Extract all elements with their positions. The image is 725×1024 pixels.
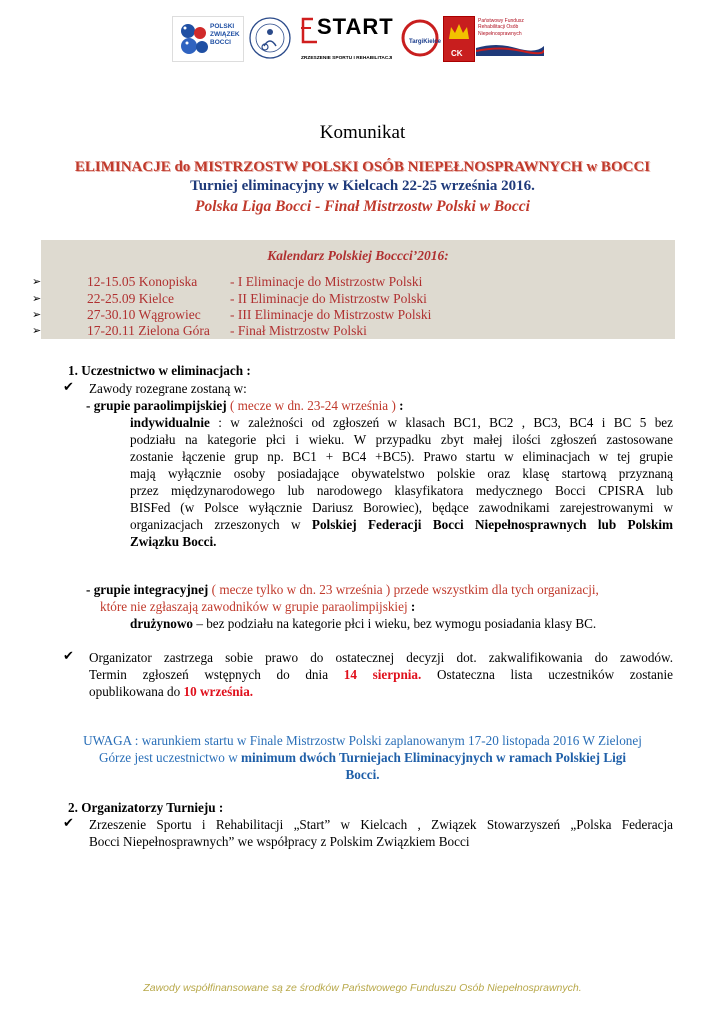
grupa-int-note-2: które nie zgłaszają zawodników w grupie paraolimpijskiej bbox=[100, 599, 408, 614]
liga-heading: Polska Liga Bocci - Finał Mistrzostw Polski w Bocci bbox=[195, 198, 530, 215]
druzynowo-label: drużynowo bbox=[130, 616, 194, 631]
organizator-line-3 bbox=[89, 683, 253, 700]
pzb-line2: ZWIĄZEK bbox=[210, 31, 240, 38]
grupa-int-line-2 bbox=[100, 598, 415, 615]
zawody-text: Zawody rozegrane zostaną w: bbox=[89, 381, 247, 396]
calendar-title: Kalendarz Polskiej Boccci’2016: bbox=[267, 248, 449, 263]
druzynowo-text: – bez podziału na kategorie płci i wieku, bez wymogu posiadania klasy BC. bbox=[196, 616, 597, 631]
publish-date: 10 września. bbox=[183, 684, 254, 699]
indyw-line-7 bbox=[130, 516, 673, 533]
calendar-dates: 17-20.11 Zielona Góra bbox=[87, 323, 210, 338]
calendar-row bbox=[32, 306, 675, 322]
deadline-date: 14 sierpnia. bbox=[343, 667, 422, 682]
uwaga-text-2b: minimum dwóch Turniejach Eliminacyjnych w ramach Polskiej Ligi bbox=[241, 750, 627, 765]
pfron-wave-icon bbox=[476, 42, 544, 56]
organizatorzy-line-1: Zrzeszenie Sportu i Rehabilitacji „Start” w Kielcach , Związek Stowarzyszeń „Polska Federacja bbox=[89, 817, 673, 832]
grupa-para-line bbox=[86, 397, 404, 414]
section2-heading: 2. Organizatorzy Turnieju : bbox=[68, 800, 224, 815]
indyw-line-8: Związku Bocci. bbox=[130, 534, 217, 549]
crown-icon bbox=[447, 21, 471, 43]
targi-logo-text: TargiKielce bbox=[409, 39, 441, 45]
grupa-para-label: - grupie paraolimpijskiej bbox=[86, 398, 227, 413]
checkmark-icon: ✔ bbox=[63, 816, 74, 831]
calendar-dates: 22-25.09 Kielce bbox=[87, 291, 174, 306]
pfron-line3: Niepełnosprawnych bbox=[478, 30, 522, 37]
grupa-int-line bbox=[86, 581, 599, 598]
grupa-para-note: ( mecze w dn. 23-24 września ) bbox=[229, 398, 396, 413]
indyw-text-7a: organizacjach zrzeszonych w bbox=[130, 517, 301, 532]
indyw-line-3: zostanie łączenie grup np. BC1 + BC4 +BC5). Prawo startu w eliminacjach w tej grupie bbox=[130, 449, 673, 464]
start-logo-subtitle: ZRZESZENIE SPORTU I REHABILITACJI bbox=[301, 56, 393, 61]
targi-kielce-logo bbox=[401, 16, 439, 60]
kielce-coat-of-arms bbox=[443, 16, 475, 62]
indyw-line-5: przez międzynarodowego lub narodowego klasyfikatora medycznego Bocci CPISRA lub bbox=[130, 483, 673, 498]
indyw-label: indywidualnie bbox=[130, 415, 210, 430]
pfron-line1: Państwowy Fundusz bbox=[478, 18, 524, 24]
calendar-box bbox=[32, 240, 675, 339]
calendar-row bbox=[32, 290, 675, 306]
pfron-logo bbox=[476, 16, 544, 60]
org-text-2a: Termin zgłoszeń wstępnych do dnia bbox=[89, 667, 329, 682]
pfron-line2: Rehabilitacji Osób bbox=[478, 24, 519, 31]
indyw-line-4: mają wyłącznie osoby posiadające obywatelstwo polskie oraz klasę startową przyznaną bbox=[130, 466, 673, 481]
calendar-dates: 12-15.05 Konopiska bbox=[87, 274, 198, 289]
organizatorzy-line-2: Bocci Niepełnosprawnych” we współpracy z Polskim Związkiem Bocci bbox=[89, 834, 470, 849]
calendar-row bbox=[32, 322, 675, 338]
organizator-line-2 bbox=[89, 666, 673, 683]
checkmark-icon: ✔ bbox=[63, 380, 74, 395]
uwaga-line-1: UWAGA : warunkiem startu w Finale Mistrzostw Polski zaplanowanym 17-20 listopada 2016 W Zielonej bbox=[83, 733, 642, 748]
organizator-line-1: Organizator zastrzega sobie prawo do ostatecznej decyzji dot. zakwalifikowania do zawodów. bbox=[89, 650, 673, 665]
page-title: Komunikat bbox=[319, 122, 406, 143]
org-text-3a: opublikowana do bbox=[89, 684, 181, 699]
calendar-event: - I Eliminacje do Mistrzostw Polski bbox=[230, 274, 423, 289]
start-kielce-logo bbox=[299, 16, 393, 60]
arrow-bullet-icon: ➢ bbox=[32, 308, 42, 321]
arrow-bullet-icon: ➢ bbox=[32, 292, 42, 305]
arrow-bullet-icon: ➢ bbox=[32, 324, 42, 337]
uwaga-line-3: Bocci. bbox=[345, 767, 380, 782]
uwaga-text-2a: Górze jest uczestnictwo w bbox=[98, 750, 242, 765]
polski-zwiazek-bocci-logo bbox=[172, 16, 244, 62]
calendar-event: - III Eliminacje do Mistrzostw Polski bbox=[230, 307, 432, 322]
druzynowo-line bbox=[130, 615, 596, 632]
pzb-line3: BOCCI bbox=[210, 39, 231, 46]
indyw-line-2: podziału na kategorie płci i wieku. W przypadku zbyt małej ilości zgłoszeń zastosowane bbox=[130, 432, 673, 447]
indyw-line-6: BISFed (w Polsce wyłącznie Dariusz Borowiec), będące zawodnikami zarejestrowanymi w bbox=[130, 500, 673, 515]
indyw-text-1: : w zależności od zgłoszeń w klasach BC1, BC2 , BC3, BC4 i BC 5 bez bbox=[218, 415, 674, 430]
calendar-row bbox=[32, 273, 675, 289]
eliminacje-heading: ELIMINACJE do MISTRZOSTW POLSKI OSÓB NIEPEŁNOSPRAWNYCH w BOCCI bbox=[74, 159, 651, 175]
herb-text: CK bbox=[451, 49, 463, 58]
arrow-bullet-icon: ➢ bbox=[32, 275, 42, 288]
grupa-int-colon: : bbox=[410, 599, 416, 614]
indyw-text-7b: Polskiej Federacji Bocci Niepełnosprawnych lub Polskim bbox=[311, 517, 673, 532]
pzb-line1: POLSKI bbox=[210, 23, 235, 30]
bocci-balls-icon bbox=[177, 21, 211, 57]
footer-note: Zawody współfinansowane są ze środków Państwowego Funduszu Osób Niepełnosprawnych. bbox=[143, 982, 582, 994]
federation-seal-icon bbox=[248, 16, 292, 60]
grupa-int-label: - grupie integracyjnej bbox=[86, 582, 209, 597]
uwaga-line-2 bbox=[0, 749, 725, 766]
section1-heading: 1. Uczestnictwo w eliminacjach : bbox=[68, 363, 251, 378]
calendar-dates: 27-30.10 Wągrowiec bbox=[87, 307, 201, 322]
grupa-para-colon: : bbox=[399, 398, 404, 413]
org-text-2c: Ostateczna lista uczestników zostanie bbox=[437, 667, 674, 682]
grupa-int-note: ( mecze tylko w dn. 23 września ) przede wszystkim dla tych organizacji, bbox=[211, 582, 599, 597]
calendar-event: - Finał Mistrzostw Polski bbox=[230, 323, 367, 338]
start-logo-name: START bbox=[317, 14, 394, 39]
checkmark-icon: ✔ bbox=[63, 649, 74, 664]
calendar-event: - II Eliminacje do Mistrzostw Polski bbox=[230, 291, 427, 306]
turniej-heading: Turniej eliminacyjny w Kielcach 22-25 września 2016. bbox=[190, 178, 535, 194]
indyw-line-1 bbox=[130, 414, 673, 431]
